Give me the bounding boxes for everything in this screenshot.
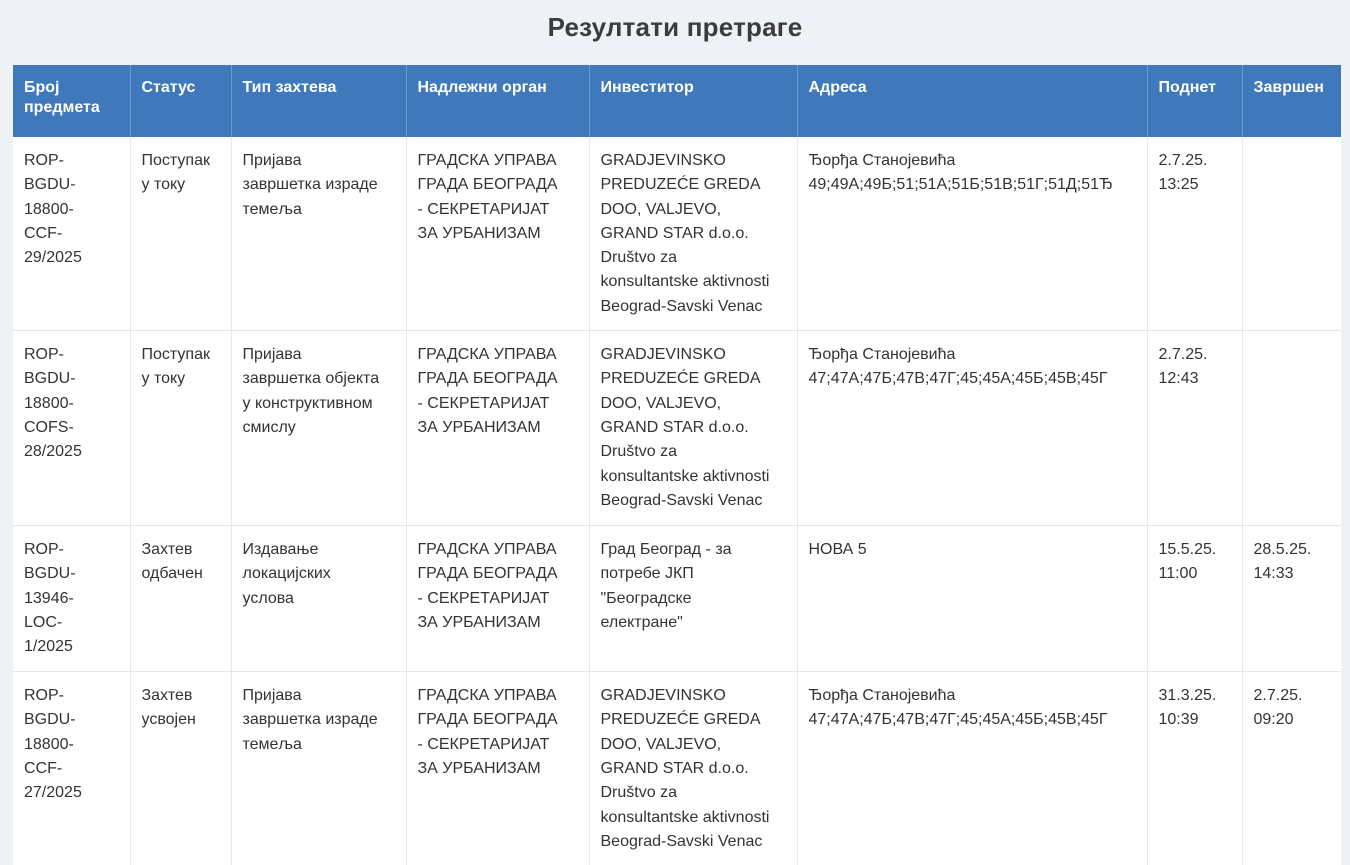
cell-authority-line: ЗА УРБАНИЗАМ — [417, 418, 541, 436]
cell-submitted — [1147, 137, 1242, 331]
cell-status-line: Захтев — [141, 687, 193, 705]
cell-status-line: Поступак — [141, 152, 210, 169]
cell-completed — [1242, 137, 1341, 331]
cell-status-line: у току — [141, 370, 186, 388]
cell-investor-line: Beograd-Savski Venac — [600, 832, 763, 850]
cell-request-type-line: Пријава — [242, 346, 302, 364]
page-title: Резултати претраге — [547, 12, 803, 42]
cell-case-number-line: BGDU- — [24, 176, 76, 194]
cell-completed-line: 2.7.25. — [1253, 687, 1303, 705]
cell-case-number-line: CCF- — [24, 759, 63, 777]
cell-request-type-line: локацијских — [242, 565, 331, 583]
cell-case-number-line: BGDU- — [24, 565, 76, 583]
cell-request-type-line: темеља — [242, 200, 302, 218]
cell-authority-line: ГРАДСКА УПРАВА — [417, 152, 557, 169]
header-completed[interactable]: Завршен — [1242, 65, 1341, 137]
cell-investor-line: GRADJEVINSKO — [600, 346, 726, 364]
cell-case-number-line: 1/2025 — [24, 638, 73, 656]
cell-submitted-line: 2.7.25. — [1158, 346, 1208, 364]
cell-investor-line: електране" — [600, 613, 683, 631]
cell-submitted — [1147, 526, 1242, 672]
table-row[interactable] — [13, 331, 1341, 526]
cell-request-type-line: смислу — [242, 418, 296, 436]
cell-request-type — [231, 672, 406, 865]
cell-case-number-line: COFS- — [24, 418, 74, 436]
cell-submitted-line: 13:25 — [1158, 176, 1199, 194]
cell-request-type-line: завршетка објекта — [242, 370, 380, 388]
cell-address — [797, 672, 1147, 865]
cell-case-number-line: ROP- — [24, 152, 64, 169]
cell-case-number-line: 27/2025 — [24, 784, 82, 802]
cell-case-number-line: 18800- — [24, 200, 74, 218]
cell-address-line: Ђорђа Станојевића — [808, 687, 956, 705]
cell-investor — [589, 672, 797, 865]
cell-submitted-line: 15.5.25. — [1158, 541, 1217, 559]
cell-submitted-line: 11:00 — [1158, 565, 1198, 583]
header-status[interactable]: Статус — [130, 65, 231, 137]
cell-status — [130, 672, 231, 865]
cell-case-number-line: ROP- — [24, 541, 64, 559]
cell-address — [797, 137, 1147, 331]
cell-case-number-line: 29/2025 — [24, 249, 82, 267]
cell-submitted-line: 10:39 — [1158, 711, 1199, 729]
table-row[interactable] — [13, 137, 1341, 331]
cell-case-number-line: BGDU- — [24, 370, 76, 388]
header-case-number-line: Број — [24, 79, 60, 96]
cell-authority-line: ГРАДСКА УПРАВА — [417, 687, 557, 705]
cell-request-type-line: завршетка израде — [242, 176, 378, 194]
cell-investor-line: потребе ЈКП — [600, 565, 694, 583]
cell-authority-line: ГРАДА БЕОГРАДА — [417, 176, 558, 194]
cell-authority-line: - СЕКРЕТАРИЈАТ — [417, 394, 550, 412]
cell-investor-line: GRAND STAR d.o.o. — [600, 759, 749, 777]
results-table-container — [13, 65, 1341, 865]
cell-investor-line: GRADJEVINSKO — [600, 687, 726, 705]
cell-authority-line: - СЕКРЕТАРИЈАТ — [417, 589, 550, 607]
cell-investor-line: konsultantske aktivnosti — [600, 467, 770, 485]
cell-case-number-line: 28/2025 — [24, 443, 82, 461]
cell-investor-line: DOO, VALJEVO, — [600, 735, 722, 753]
cell-investor-line: GRAND STAR d.o.o. — [600, 418, 749, 436]
cell-authority-line: ГРАДА БЕОГРАДА — [417, 711, 558, 729]
cell-case-number[interactable] — [13, 331, 130, 526]
table-row[interactable] — [13, 672, 1341, 865]
cell-authority-line: ГРАДСКА УПРАВА — [417, 541, 557, 559]
cell-case-number-line: BGDU- — [24, 711, 76, 729]
cell-request-type — [231, 137, 406, 331]
cell-status — [130, 526, 231, 672]
cell-case-number-line: ROP- — [24, 346, 64, 364]
cell-case-number[interactable] — [13, 526, 130, 672]
table-header-row — [13, 65, 1341, 137]
cell-submitted-line: 2.7.25. — [1158, 152, 1208, 169]
cell-status-line: усвојен — [141, 711, 196, 729]
cell-case-number[interactable] — [13, 137, 130, 331]
cell-submitted — [1147, 331, 1242, 526]
cell-investor-line: "Београдске — [600, 589, 692, 607]
cell-case-number-line: CCF- — [24, 224, 63, 242]
cell-completed-line: 09:20 — [1253, 711, 1294, 729]
header-address[interactable]: Адреса — [797, 65, 1147, 137]
cell-investor-line: konsultantske aktivnosti — [600, 808, 770, 826]
cell-address-line: Ђорђа Станојевића — [808, 152, 956, 169]
cell-authority-line: ЗА УРБАНИЗАМ — [417, 224, 541, 242]
cell-investor-line: Beograd-Savski Venac — [600, 491, 763, 509]
cell-submitted — [1147, 672, 1242, 865]
cell-authority — [406, 526, 589, 672]
cell-investor-line: PREDUZEĆE GREDA — [600, 176, 761, 194]
cell-status — [130, 331, 231, 526]
cell-status — [130, 137, 231, 331]
cell-request-type-line: Издавање — [242, 541, 319, 559]
cell-address — [797, 526, 1147, 672]
cell-completed — [1242, 526, 1341, 672]
cell-submitted-line: 31.3.25. — [1158, 687, 1217, 705]
cell-completed — [1242, 331, 1341, 526]
table-row[interactable] — [13, 526, 1341, 672]
cell-address-line: 49;49А;49Б;51;51А;51Б;51В;51Г;51Д;51Ђ — [808, 176, 1113, 194]
cell-request-type-line: услова — [242, 589, 294, 607]
header-request-type[interactable]: Тип захтева — [231, 65, 406, 137]
cell-authority-line: ЗА УРБАНИЗАМ — [417, 759, 541, 777]
cell-investor-line: GRAND STAR d.o.o. — [600, 224, 749, 242]
cell-authority-line: ГРАДА БЕОГРАДА — [417, 565, 558, 583]
cell-investor-line: konsultantske aktivnosti — [600, 273, 770, 291]
cell-completed-line: 14:33 — [1253, 565, 1294, 583]
cell-case-number-line: 13946- — [24, 589, 74, 607]
cell-address-line: Ђорђа Станојевића — [808, 346, 956, 364]
cell-investor-line: DOO, VALJEVO, — [600, 394, 722, 412]
cell-authority — [406, 672, 589, 865]
cell-investor — [589, 137, 797, 331]
cell-investor-line: PREDUZEĆE GREDA — [600, 711, 761, 729]
header-submitted[interactable]: Поднет — [1147, 65, 1242, 137]
cell-status-line: Поступак — [141, 346, 210, 364]
table-body — [13, 137, 1341, 865]
cell-address-line: 47;47А;47Б;47В;47Г;45;45А;45Б;45В;45Г — [808, 711, 1108, 729]
cell-investor-line: Društvo za — [600, 443, 677, 461]
cell-status-line: одбачен — [141, 565, 203, 583]
header-case-number[interactable] — [13, 65, 130, 137]
cell-request-type-line: темеља — [242, 735, 302, 753]
cell-case-number-line: LOC- — [24, 613, 63, 631]
cell-request-type — [231, 526, 406, 672]
cell-case-number-line: 18800- — [24, 394, 74, 412]
cell-authority-line: ГРАДСКА УПРАВА — [417, 346, 557, 364]
cell-request-type-line: завршетка израде — [242, 711, 378, 729]
cell-investor — [589, 526, 797, 672]
cell-address-line: 47;47А;47Б;47В;47Г;45;45А;45Б;45В;45Г — [808, 370, 1108, 388]
results-table — [13, 65, 1341, 865]
cell-authority — [406, 331, 589, 526]
cell-investor-line: GRADJEVINSKO — [600, 152, 726, 169]
cell-request-type-line: Пријава — [242, 152, 302, 169]
cell-investor-line: Društvo za — [600, 784, 677, 802]
cell-status-line: Захтев — [141, 541, 193, 559]
header-case-number-line: предмета — [24, 99, 100, 116]
cell-investor — [589, 331, 797, 526]
cell-authority-line: - СЕКРЕТАРИЈАТ — [417, 200, 550, 218]
cell-request-type — [231, 331, 406, 526]
header-investor[interactable]: Инвеститор — [589, 65, 797, 137]
cell-investor-line: DOO, VALJEVO, — [600, 200, 722, 218]
header-authority[interactable]: Надлежни орган — [406, 65, 589, 137]
cell-authority-line: ГРАДА БЕОГРАДА — [417, 370, 558, 388]
cell-case-number[interactable] — [13, 672, 130, 865]
cell-investor-line: PREDUZEĆE GREDA — [600, 370, 761, 388]
cell-investor-line: Beograd-Savski Venac — [600, 297, 763, 315]
cell-status-line: у току — [141, 176, 186, 194]
cell-case-number-line: 18800- — [24, 735, 74, 753]
cell-authority-line: - СЕКРЕТАРИЈАТ — [417, 735, 550, 753]
cell-authority — [406, 137, 589, 331]
cell-address-line: НОВА 5 — [808, 541, 867, 559]
cell-investor-line: Društvo za — [600, 249, 677, 267]
cell-completed-line: 28.5.25. — [1253, 541, 1312, 559]
cell-request-type-line: у конструктивном — [242, 394, 373, 412]
cell-address — [797, 331, 1147, 526]
cell-completed — [1242, 672, 1341, 865]
cell-investor-line: Град Београд - за — [600, 541, 732, 559]
cell-request-type-line: Пријава — [242, 687, 302, 705]
cell-case-number-line: ROP- — [24, 687, 64, 705]
cell-authority-line: ЗА УРБАНИЗАМ — [417, 613, 541, 631]
cell-submitted-line: 12:43 — [1158, 370, 1199, 388]
